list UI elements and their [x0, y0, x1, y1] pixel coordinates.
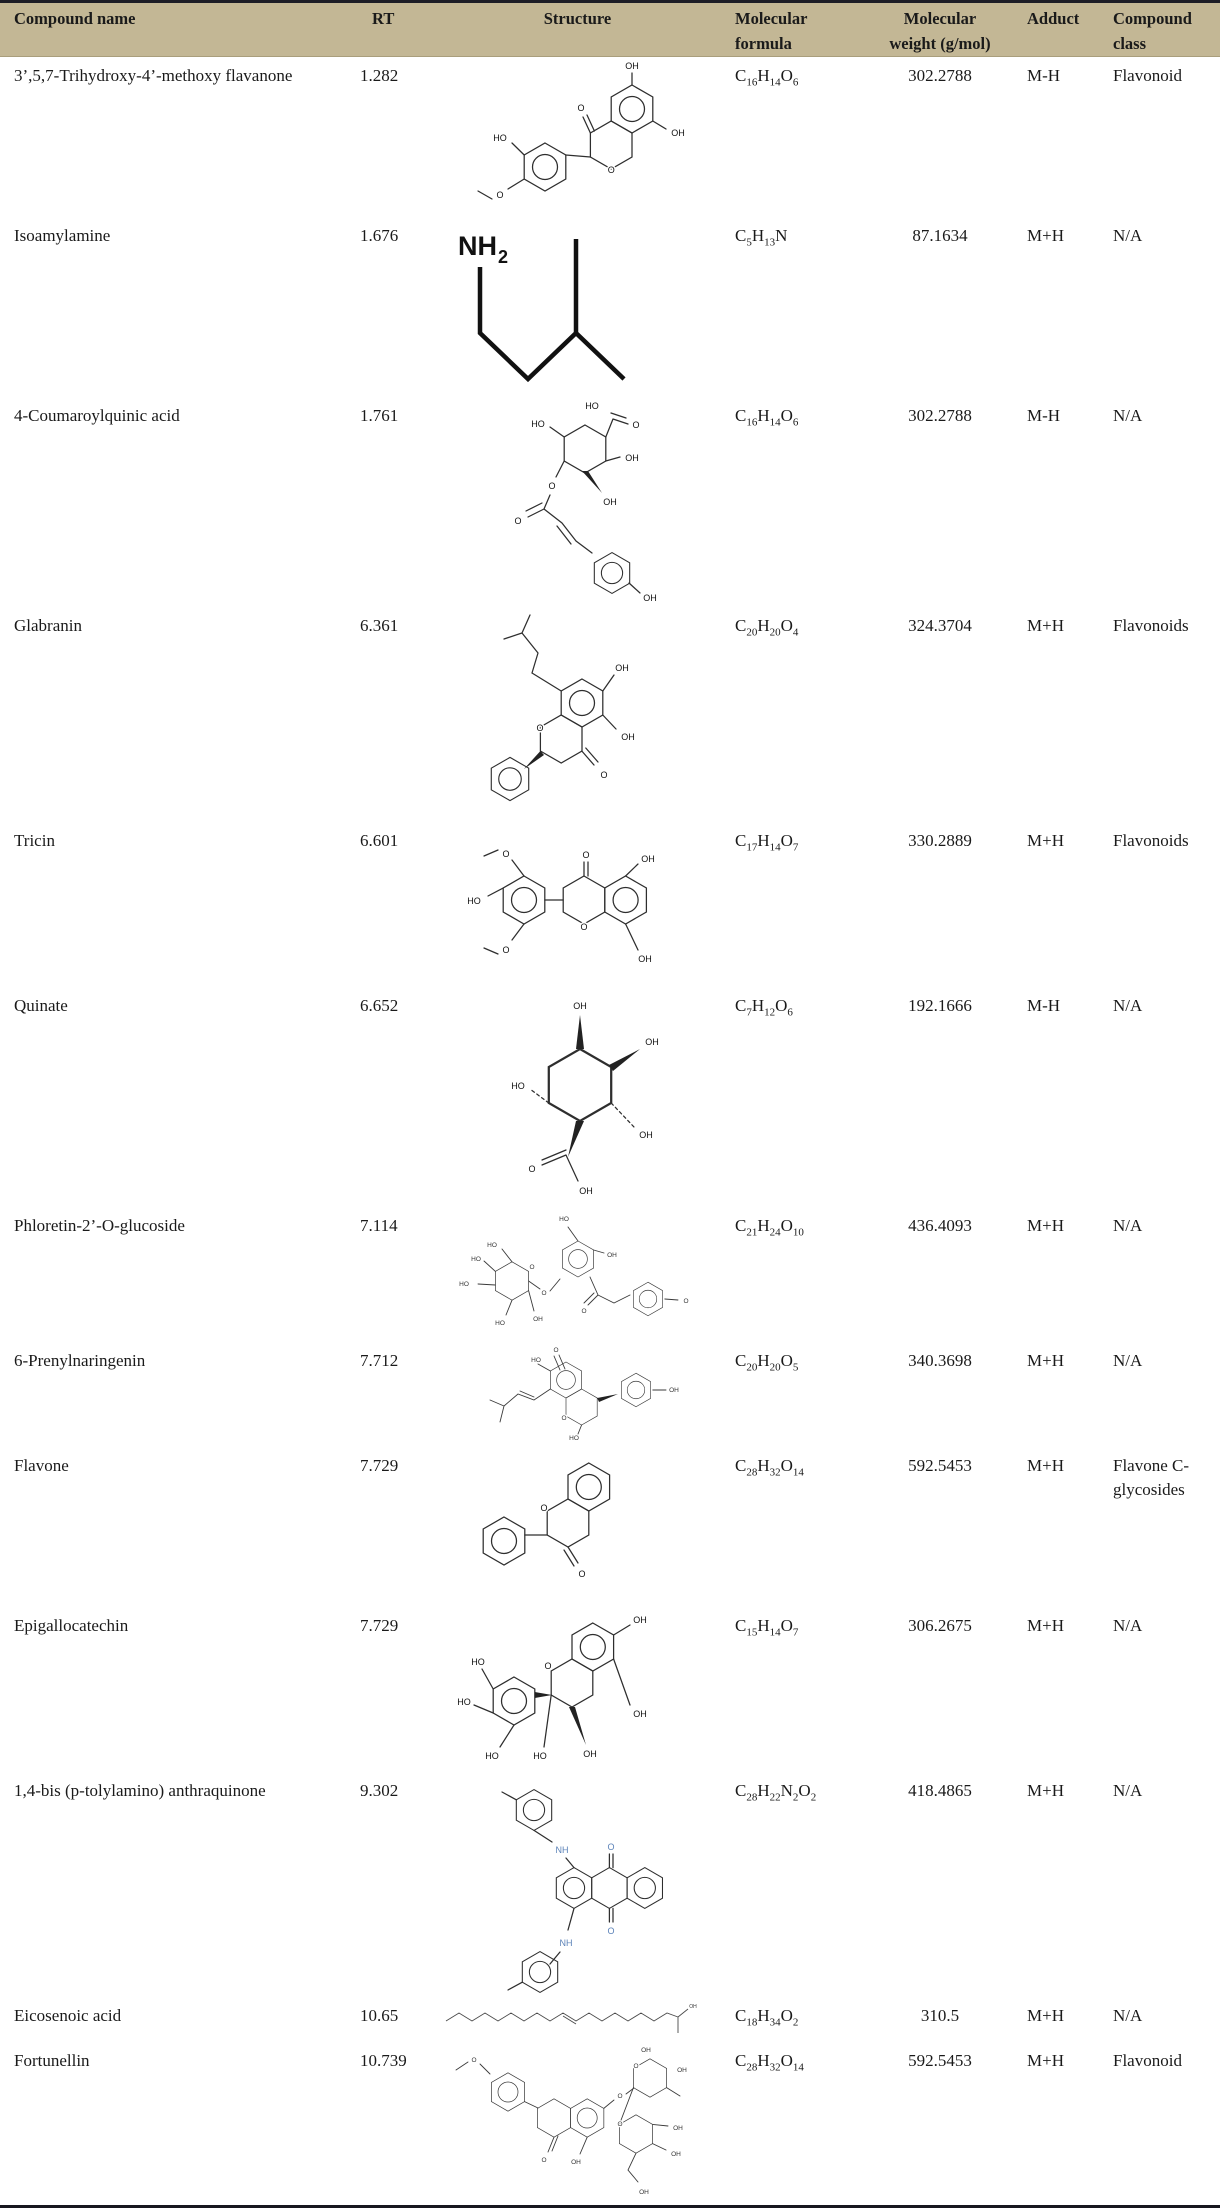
glabranin-structure-icon — [440, 607, 715, 817]
svg-text:O: O — [502, 849, 510, 859]
table-row — [0, 987, 1220, 1207]
structure-image — [440, 1772, 715, 1997]
adduct-value: M+H — [1027, 1351, 1064, 1370]
adduct-value: M+H — [1027, 831, 1064, 850]
svg-text:O: O — [633, 2063, 639, 2070]
svg-text:OH: OH — [639, 1130, 653, 1140]
adduct-value: M+H — [1027, 1616, 1064, 1635]
header-structure: Structure — [543, 9, 612, 28]
adduct-value: M+H — [1027, 2051, 1064, 2070]
compound-class: Flavone C-glycosides — [1113, 1456, 1190, 1499]
compound-class: N/A — [1113, 406, 1143, 425]
adduct-value: M-H — [1027, 996, 1061, 1015]
svg-text:O: O — [529, 1264, 535, 1271]
svg-text:O: O — [580, 922, 588, 932]
molecular-formula: $C_{16}H_{14}O_6$ — [735, 66, 799, 89]
flavone-structure-icon — [440, 1447, 715, 1603]
svg-text:O: O — [528, 1164, 536, 1174]
molecular-formula: $C_{17}H_{14}O_7$ — [735, 831, 799, 854]
svg-text:OH: OH — [677, 2067, 687, 2074]
rt-value: 6.361 — [360, 616, 399, 635]
svg-text:HO: HO — [487, 1242, 497, 1249]
table-row — [0, 1447, 1220, 1607]
header-molecular-formula: Molecular formula — [735, 9, 808, 53]
svg-text:O: O — [617, 2093, 623, 2100]
structure-image — [440, 1207, 715, 1342]
header-rt: RT — [372, 9, 395, 28]
svg-text:HO: HO — [457, 1697, 471, 1707]
rt-value: 7.712 — [360, 1351, 399, 1370]
svg-text:O: O — [607, 165, 615, 175]
svg-text:O: O — [577, 103, 585, 113]
table-row — [0, 1607, 1220, 1772]
compound-class: N/A — [1113, 1616, 1143, 1635]
svg-text:NH: NH — [458, 231, 497, 261]
svg-text:O: O — [561, 1415, 567, 1422]
svg-text:OH: OH — [633, 1615, 647, 1625]
svg-text:O: O — [632, 420, 640, 430]
quinate-structure-icon — [440, 987, 715, 1201]
compound-name: 6-Prenylnaringenin — [14, 1351, 146, 1370]
svg-text:HO: HO — [569, 1435, 579, 1442]
structure-image — [440, 57, 715, 217]
svg-text:HO: HO — [471, 1657, 485, 1667]
svg-text:HO: HO — [495, 1320, 505, 1327]
svg-text:OH: OH — [671, 128, 685, 138]
header-compound-name: Compound name — [14, 9, 136, 28]
table-row — [0, 1342, 1220, 1447]
phloretin-glucoside-structure-icon — [440, 1207, 715, 1337]
eicosenoic-acid-structure-icon — [440, 1997, 715, 2041]
rt-value: 6.601 — [360, 831, 399, 850]
rt-value: 7.729 — [360, 1456, 399, 1475]
compound-name: Quinate — [14, 996, 68, 1015]
structure-image — [440, 2042, 715, 2205]
svg-text:OH: OH — [641, 2047, 651, 2054]
svg-text:HO: HO — [485, 1751, 499, 1761]
structure-image — [440, 1607, 715, 1772]
adduct-value: M+H — [1027, 226, 1064, 245]
svg-text:OH: OH — [573, 1001, 587, 1011]
svg-text:HO: HO — [531, 419, 545, 429]
compound-class: N/A — [1113, 2006, 1143, 2025]
epigallocatechin-structure-icon — [440, 1607, 715, 1769]
svg-text:OH: OH — [621, 732, 635, 742]
svg-text:O: O — [578, 1569, 586, 1579]
svg-text:O: O — [502, 945, 510, 955]
svg-text:OH: OH — [669, 1387, 679, 1394]
svg-text:O: O — [541, 1290, 547, 1297]
compound-name: Fortunellin — [14, 2051, 90, 2070]
svg-text:NH: NH — [555, 1845, 569, 1855]
svg-text:O: O — [582, 850, 590, 860]
molecular-weight: 592.5453 — [908, 1456, 972, 1475]
svg-text:OH: OH — [641, 854, 655, 864]
molecular-weight: 302.2788 — [908, 66, 972, 85]
structure-image — [440, 217, 715, 397]
compound-name: Tricin — [14, 831, 55, 850]
rt-value: 10.65 — [360, 2006, 399, 2025]
svg-text:OH: OH — [583, 1749, 597, 1759]
svg-text:O: O — [581, 1308, 587, 1315]
header-adduct: Adduct — [1027, 9, 1080, 28]
svg-text:HO: HO — [559, 1216, 569, 1223]
compound-class: Flavonoid — [1113, 66, 1182, 85]
svg-text:HO: HO — [467, 896, 481, 906]
svg-text:O: O — [617, 2121, 623, 2128]
rt-value: 10.739 — [360, 2051, 407, 2070]
compound-name: Phloretin-2’-O-glucoside — [14, 1216, 185, 1235]
header-molecular-weight: Molecular weight (g/mol) — [889, 9, 991, 53]
rt-value: 1.761 — [360, 406, 399, 425]
molecular-weight: 192.1666 — [908, 996, 972, 1015]
compound-class: N/A — [1113, 226, 1143, 245]
molecular-formula: $C_7H_{12}O_6$ — [735, 996, 793, 1019]
molecular-formula: $C_{20}H_{20}O_4$ — [735, 616, 799, 639]
svg-text:OH: OH — [638, 954, 652, 964]
svg-text:O: O — [683, 1298, 689, 1305]
compound-class: Flavonoids — [1113, 831, 1189, 850]
svg-text:O: O — [607, 1842, 615, 1852]
adduct-value: M+H — [1027, 2006, 1064, 2025]
compound-name: Flavone — [14, 1456, 69, 1475]
compound-class: N/A — [1113, 1351, 1143, 1370]
molecular-weight: 302.2788 — [908, 406, 972, 425]
adduct-value: M+H — [1027, 1216, 1064, 1235]
compound-class: N/A — [1113, 1781, 1143, 1800]
compound-name: 3’,5,7-Trihydroxy-4’-methoxy flavanone — [14, 66, 293, 85]
table-row — [0, 607, 1220, 822]
svg-text:NH: NH — [559, 1938, 573, 1948]
adduct-value: M-H — [1027, 66, 1061, 85]
adduct-value: M+H — [1027, 616, 1064, 635]
header-compound-class: Compound class — [1113, 9, 1192, 53]
svg-text:O: O — [607, 1926, 615, 1936]
table-row — [0, 822, 1220, 987]
molecular-weight: 436.4093 — [908, 1216, 972, 1235]
table-row — [0, 57, 1220, 217]
compound-name: Eicosenoic acid — [14, 2006, 122, 2025]
structure-image — [440, 1997, 715, 2042]
table-row — [0, 397, 1220, 607]
coumaroylquinic-structure-icon — [440, 397, 715, 603]
table-row — [0, 217, 1220, 397]
molecular-formula: $C_{20}H_{20}O_5$ — [735, 1351, 799, 1374]
svg-text:OH: OH — [633, 1709, 647, 1719]
compound-name: 1,4-bis (p-tolylamino) anthraquinone — [14, 1781, 266, 1800]
svg-text:O: O — [541, 2157, 547, 2164]
molecular-weight: 324.3704 — [908, 616, 972, 635]
compound-class: N/A — [1113, 996, 1143, 1015]
svg-text:OH: OH — [625, 61, 639, 71]
svg-text:O: O — [496, 190, 504, 200]
svg-text:O: O — [548, 481, 556, 491]
table-row — [0, 1207, 1220, 1342]
svg-text:OH: OH — [673, 2125, 683, 2132]
compound-class: Flavonoids — [1113, 616, 1189, 635]
compound-name: Isoamylamine — [14, 226, 111, 245]
rt-value: 1.676 — [360, 226, 399, 245]
tricin-structure-icon — [440, 822, 715, 980]
prenylnaringenin-structure-icon — [440, 1342, 715, 1442]
rt-value: 9.302 — [360, 1781, 399, 1800]
molecular-weight: 592.5453 — [908, 2051, 972, 2070]
structure-image — [440, 1342, 715, 1447]
molecular-formula: $C_{28}H_{32}O_{14}$ — [735, 2051, 804, 2074]
structure-image — [440, 607, 715, 822]
svg-text:OH: OH — [645, 1037, 659, 1047]
svg-text:O: O — [544, 1661, 552, 1671]
table-row — [0, 2042, 1220, 2205]
svg-text:OH: OH — [625, 453, 639, 463]
molecular-weight: 310.5 — [920, 2006, 960, 2025]
svg-text:O: O — [514, 516, 522, 526]
svg-text:OH: OH — [603, 497, 617, 507]
molecular-formula: $C_{28}H_{32}O_{14}$ — [735, 1456, 804, 1479]
rt-value: 6.652 — [360, 996, 399, 1015]
svg-text:OH: OH — [671, 2151, 681, 2158]
fortunellin-structure-icon — [440, 2042, 715, 2204]
svg-text:OH: OH — [643, 593, 657, 603]
svg-text:OH: OH — [607, 1252, 617, 1259]
molecular-formula: $C_5H_{13}N$ — [735, 226, 788, 249]
svg-text:O: O — [540, 1503, 548, 1513]
molecular-formula: $C_{16}H_{14}O_6$ — [735, 406, 799, 429]
molecular-weight: 340.3698 — [908, 1351, 972, 1370]
svg-text:HO: HO — [533, 1751, 547, 1761]
molecular-formula: $C_{18}H_{34}O_2$ — [735, 2006, 799, 2029]
svg-text:O: O — [600, 770, 608, 780]
molecular-formula: $C_{28}H_{22}N_2O_2$ — [735, 1781, 817, 1804]
svg-text:O: O — [471, 2057, 477, 2064]
molecular-weight: 330.2889 — [908, 831, 972, 850]
rt-value: 7.729 — [360, 1616, 399, 1635]
structure-image — [440, 1447, 715, 1607]
rt-value: 7.114 — [360, 1216, 398, 1235]
svg-text:O: O — [536, 723, 544, 733]
svg-text:OH: OH — [579, 1186, 593, 1196]
compound-class: Flavonoid — [1113, 2051, 1182, 2070]
structure-image — [440, 397, 715, 607]
svg-text:2: 2 — [498, 247, 509, 267]
isoamylamine-structure-icon — [440, 217, 715, 393]
svg-text:HO: HO — [531, 1357, 541, 1364]
svg-text:O: O — [553, 1347, 559, 1354]
svg-text:HO: HO — [585, 401, 599, 411]
svg-text:OH: OH — [571, 2159, 581, 2166]
svg-text:OH: OH — [639, 2189, 649, 2196]
svg-text:HO: HO — [493, 133, 507, 143]
molecular-weight: 306.2675 — [908, 1616, 972, 1635]
svg-text:OH: OH — [615, 663, 629, 673]
compound-name: 4-Coumaroylquinic acid — [14, 406, 180, 425]
anthraquinone-structure-icon — [440, 1772, 715, 1996]
adduct-value: M+H — [1027, 1781, 1064, 1800]
structure-image — [440, 987, 715, 1207]
molecular-formula: $C_{15}H_{14}O_7$ — [735, 1616, 799, 1639]
svg-text:HO: HO — [459, 1281, 469, 1288]
molecular-weight: 418.4865 — [908, 1781, 972, 1800]
svg-text:HO: HO — [471, 1256, 481, 1263]
compound-class: N/A — [1113, 1216, 1143, 1235]
flavanone-structure-icon — [440, 57, 715, 213]
molecular-weight: 87.1634 — [912, 226, 968, 245]
table-row — [0, 1997, 1220, 2042]
adduct-value: M-H — [1027, 406, 1061, 425]
compound-name: Epigallocatechin — [14, 1616, 129, 1635]
rt-value: 1.282 — [360, 66, 399, 85]
table-row — [0, 1772, 1220, 1997]
table-header-row — [0, 0, 1220, 57]
adduct-value: M+H — [1027, 1456, 1064, 1475]
structure-image — [440, 822, 715, 987]
svg-text:HO: HO — [511, 1081, 525, 1091]
compound-name: Glabranin — [14, 616, 82, 635]
molecular-formula: $C_{21}H_{24}O_{10}$ — [735, 1216, 804, 1239]
svg-text:OH: OH — [689, 2004, 697, 2010]
svg-text:OH: OH — [533, 1316, 543, 1323]
